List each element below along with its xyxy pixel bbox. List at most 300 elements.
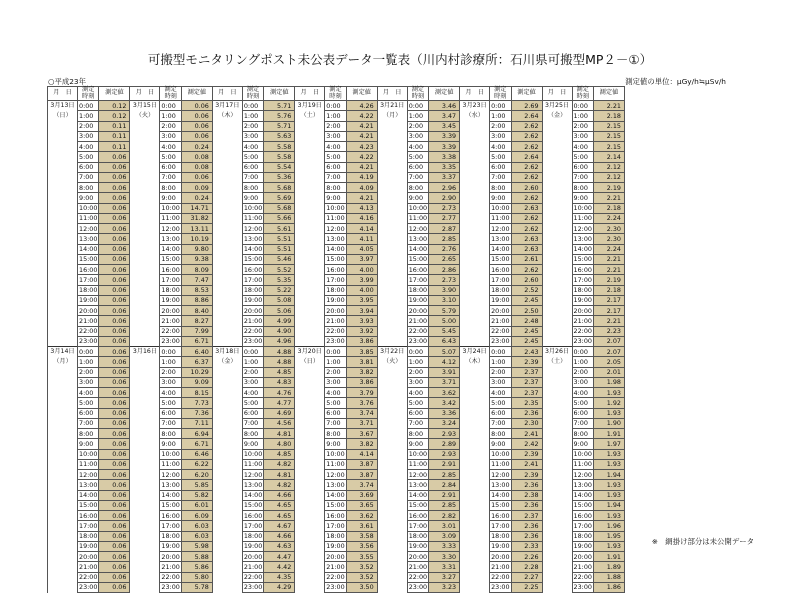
day-cell <box>542 531 572 541</box>
table-row <box>48 203 625 213</box>
value-cell: 3.92 <box>346 326 377 336</box>
day-cell <box>460 439 490 449</box>
day-cell <box>460 131 490 141</box>
day-cell <box>295 449 325 459</box>
day-label: 3月21日 <box>377 101 407 111</box>
day-cell <box>542 572 572 582</box>
value-cell: 8.53 <box>181 285 212 295</box>
value-cell: 5.68 <box>264 203 295 213</box>
time-cell: 0:00 <box>490 347 511 357</box>
day-cell <box>212 193 242 203</box>
day-cell <box>377 213 407 223</box>
time-cell: 3:00 <box>325 131 346 141</box>
time-cell: 11:00 <box>408 460 428 469</box>
day-cell <box>377 224 407 234</box>
time-cell: 9:00 <box>78 439 99 449</box>
time-cell: 12:00 <box>79 224 98 233</box>
time-cell: 12:00 <box>243 470 263 479</box>
day-cell <box>130 582 160 592</box>
time-cell: 13:00 <box>79 480 98 489</box>
day-label: 3月20日 <box>295 347 325 357</box>
value-cell: 0.06 <box>99 234 130 244</box>
time-cell: 20:00 <box>243 552 263 561</box>
day-cell <box>542 511 572 521</box>
day-cell <box>48 183 78 193</box>
time-cell: 23:00 <box>573 337 592 346</box>
time-cell: 21:00 <box>573 562 592 571</box>
day-cell <box>542 234 572 244</box>
value-cell: 2.25 <box>511 582 542 592</box>
value-cell: 2.35 <box>511 398 542 408</box>
day-cell <box>130 388 160 398</box>
day-cell <box>130 511 160 521</box>
table-row <box>48 408 625 418</box>
value-cell: 4.21 <box>346 121 377 131</box>
table-row <box>48 521 625 531</box>
day-cell <box>48 541 78 551</box>
value-cell: 2.07 <box>593 336 624 346</box>
day-cell <box>48 265 78 275</box>
time-cell: 7:00 <box>78 418 99 428</box>
day-cell <box>48 213 78 223</box>
time-cell: 0:00 <box>242 101 263 111</box>
header-date: 月 日 <box>460 87 490 101</box>
day-cell <box>212 254 242 264</box>
day-cell <box>212 439 242 449</box>
value-cell: 3.97 <box>346 254 377 264</box>
value-cell: 3.74 <box>346 408 377 418</box>
day-cell <box>295 552 325 562</box>
value-cell: 4.88 <box>264 357 295 367</box>
day-label: （日） <box>295 357 325 367</box>
day-cell <box>295 541 325 551</box>
value-cell: 2.62 <box>511 121 542 131</box>
time-cell: 15:00 <box>243 255 263 264</box>
day-cell <box>460 224 490 234</box>
time-cell: 1:00 <box>572 111 593 121</box>
time-cell: 6:00 <box>572 408 593 418</box>
day-cell <box>130 572 160 582</box>
time-cell: 19:00 <box>243 542 263 551</box>
time-cell: 12:00 <box>408 470 428 479</box>
value-cell: 5.82 <box>181 490 212 500</box>
day-cell <box>48 429 78 439</box>
day-cell <box>48 459 78 469</box>
value-cell: 3.09 <box>429 531 460 541</box>
day-cell <box>130 541 160 551</box>
value-cell: 2.62 <box>511 213 542 223</box>
time-cell: 4:00 <box>572 142 593 152</box>
day-cell <box>130 552 160 562</box>
value-cell: 5.36 <box>264 172 295 182</box>
time-cell: 11:00 <box>79 214 98 223</box>
day-cell <box>295 265 325 275</box>
value-cell: 4.21 <box>346 162 377 172</box>
value-cell: 4.67 <box>264 521 295 531</box>
value-cell: 1.86 <box>593 582 624 592</box>
time-cell: 5:00 <box>572 152 593 162</box>
table-row <box>48 152 625 162</box>
day-cell <box>48 470 78 480</box>
table-row <box>48 121 625 131</box>
value-cell: 4.09 <box>346 183 377 193</box>
value-cell: 2.41 <box>511 459 542 469</box>
time-cell: 5:00 <box>407 152 428 162</box>
day-cell <box>542 521 572 531</box>
time-cell: 6:00 <box>572 162 593 172</box>
day-label: （水） <box>460 111 490 121</box>
day-cell <box>295 470 325 480</box>
day-cell <box>130 500 160 510</box>
value-cell: 1.93 <box>593 408 624 418</box>
time-cell: 0:00 <box>407 347 428 357</box>
time-cell: 5:00 <box>490 152 511 162</box>
day-cell <box>212 306 242 316</box>
time-cell: 12:00 <box>491 470 510 479</box>
day-label: （月） <box>48 357 78 367</box>
time-cell: 16:00 <box>491 265 510 274</box>
value-cell: 2.45 <box>511 336 542 346</box>
day-cell <box>48 572 78 582</box>
time-cell: 1:00 <box>325 111 346 121</box>
value-cell: 4.81 <box>264 470 295 480</box>
day-cell <box>460 388 490 398</box>
time-cell: 12:00 <box>326 470 345 479</box>
day-cell <box>130 172 160 182</box>
value-cell: 2.64 <box>511 111 542 121</box>
time-cell: 2:00 <box>490 367 511 377</box>
value-cell: 0.06 <box>99 439 130 449</box>
value-cell: 5.07 <box>429 347 460 357</box>
measurement-table <box>47 86 625 593</box>
value-cell: 1.96 <box>593 521 624 531</box>
table-row <box>48 131 625 141</box>
time-cell: 12:00 <box>161 470 180 479</box>
day-cell <box>542 131 572 141</box>
value-cell: 2.42 <box>511 439 542 449</box>
day-cell <box>295 275 325 285</box>
day-cell <box>460 398 490 408</box>
time-cell: 5:00 <box>78 152 99 162</box>
value-cell: 9.80 <box>181 244 212 254</box>
value-cell: 2.91 <box>429 490 460 500</box>
value-cell: 0.06 <box>99 265 130 275</box>
value-cell: 2.77 <box>429 213 460 223</box>
time-cell: 1:00 <box>242 111 263 121</box>
day-cell <box>295 244 325 254</box>
value-cell: 1.92 <box>593 398 624 408</box>
value-cell: 0.06 <box>99 582 130 592</box>
time-cell: 22:00 <box>243 573 263 582</box>
time-cell: 7:00 <box>325 418 346 428</box>
value-cell: 6.94 <box>181 429 212 439</box>
value-cell: 4.26 <box>346 101 377 111</box>
header-time: 測定 時刻 <box>160 87 181 101</box>
time-cell: 1:00 <box>572 357 593 367</box>
value-cell: 2.63 <box>511 244 542 254</box>
time-cell: 21:00 <box>408 562 428 571</box>
value-cell: 3.74 <box>346 480 377 490</box>
header-time: 測定 時刻 <box>490 87 511 101</box>
value-cell: 0.11 <box>99 131 130 141</box>
day-cell <box>460 172 490 182</box>
day-cell <box>212 398 242 408</box>
header-date: 月 日 <box>48 87 78 101</box>
value-cell: 8.09 <box>181 265 212 275</box>
value-cell: 2.21 <box>593 254 624 264</box>
value-cell: 4.42 <box>264 562 295 572</box>
value-cell: 3.52 <box>346 562 377 572</box>
time-cell: 9:00 <box>242 439 263 449</box>
time-cell: 15:00 <box>326 255 345 264</box>
table-row <box>48 357 625 367</box>
day-cell <box>377 131 407 141</box>
time-cell: 1:00 <box>242 357 263 367</box>
time-cell: 8:00 <box>407 429 428 439</box>
time-cell: 7:00 <box>407 172 428 182</box>
value-cell: 0.06 <box>99 470 130 480</box>
day-cell <box>377 183 407 193</box>
day-cell <box>377 552 407 562</box>
day-cell <box>542 552 572 562</box>
time-cell: 16:00 <box>79 265 98 274</box>
time-cell: 9:00 <box>407 439 428 449</box>
value-cell: 3.23 <box>429 582 460 592</box>
day-cell <box>295 511 325 521</box>
value-cell: 6.09 <box>181 511 212 521</box>
value-cell: 2.01 <box>593 367 624 377</box>
day-cell <box>460 183 490 193</box>
time-cell: 21:00 <box>491 562 510 571</box>
day-cell <box>212 316 242 326</box>
day-label: 3月26日 <box>542 347 572 357</box>
time-cell: 0:00 <box>78 347 99 357</box>
time-cell: 18:00 <box>573 532 592 541</box>
value-cell: 4.85 <box>264 449 295 459</box>
day-cell <box>48 193 78 203</box>
day-cell <box>377 500 407 510</box>
time-cell: 20:00 <box>573 306 592 315</box>
time-cell: 6:00 <box>325 408 346 418</box>
time-cell: 8:00 <box>407 183 428 193</box>
day-cell <box>460 152 490 162</box>
day-cell <box>377 142 407 152</box>
day-cell <box>542 306 572 316</box>
value-cell: 3.01 <box>429 521 460 531</box>
day-cell <box>48 234 78 244</box>
value-cell: 4.12 <box>429 357 460 367</box>
value-cell: 2.14 <box>593 152 624 162</box>
value-cell: 0.06 <box>99 203 130 213</box>
value-cell: 5.71 <box>264 121 295 131</box>
time-cell: 15:00 <box>243 501 263 510</box>
day-cell <box>130 326 160 336</box>
time-cell: 4:00 <box>490 142 511 152</box>
day-cell <box>212 152 242 162</box>
time-cell: 3:00 <box>407 131 428 141</box>
time-cell: 6:00 <box>407 408 428 418</box>
time-cell: 13:00 <box>408 234 428 243</box>
value-cell: 4.83 <box>264 377 295 387</box>
value-cell: 2.86 <box>429 265 460 275</box>
day-cell <box>48 244 78 254</box>
day-cell <box>212 388 242 398</box>
time-cell: 14:00 <box>408 245 428 254</box>
value-cell: 3.62 <box>346 511 377 521</box>
day-cell <box>48 398 78 408</box>
day-cell <box>542 418 572 428</box>
time-cell: 15:00 <box>161 501 180 510</box>
time-cell: 14:00 <box>326 491 345 500</box>
value-cell: 0.06 <box>99 224 130 234</box>
day-cell <box>377 316 407 326</box>
day-cell <box>295 388 325 398</box>
day-cell <box>542 490 572 500</box>
time-cell: 12:00 <box>326 224 345 233</box>
value-cell: 2.76 <box>429 244 460 254</box>
value-cell: 0.06 <box>99 193 130 203</box>
day-cell <box>295 295 325 305</box>
time-cell: 18:00 <box>491 532 510 541</box>
value-cell: 4.80 <box>264 439 295 449</box>
value-cell: 7.99 <box>181 326 212 336</box>
time-cell: 23:00 <box>408 337 428 346</box>
value-cell: 0.06 <box>99 183 130 193</box>
time-cell: 8:00 <box>78 183 99 193</box>
value-cell: 0.06 <box>181 131 212 141</box>
value-cell: 1.93 <box>593 459 624 469</box>
day-cell <box>130 213 160 223</box>
value-cell: 3.56 <box>346 541 377 551</box>
time-cell: 14:00 <box>326 245 345 254</box>
day-cell <box>130 429 160 439</box>
value-cell: 0.06 <box>99 172 130 182</box>
time-cell: 19:00 <box>408 542 428 551</box>
value-cell: 2.37 <box>511 388 542 398</box>
value-cell: 0.06 <box>99 285 130 295</box>
value-cell: 8.27 <box>181 316 212 326</box>
time-cell: 0:00 <box>78 101 99 111</box>
day-cell <box>48 521 78 531</box>
day-cell <box>460 480 490 490</box>
time-cell: 19:00 <box>573 296 592 305</box>
day-cell <box>377 398 407 408</box>
value-cell: 5.45 <box>429 326 460 336</box>
header-row <box>48 87 625 101</box>
day-cell <box>48 490 78 500</box>
value-cell: 4.82 <box>264 459 295 469</box>
time-cell: 13:00 <box>408 480 428 489</box>
value-cell: 2.52 <box>511 285 542 295</box>
value-cell: 3.79 <box>346 388 377 398</box>
time-cell: 20:00 <box>326 306 345 315</box>
time-cell: 15:00 <box>326 501 345 510</box>
time-cell: 6:00 <box>325 162 346 172</box>
value-cell: 2.36 <box>511 521 542 531</box>
day-cell <box>377 121 407 131</box>
value-cell: 0.06 <box>99 449 130 459</box>
value-cell: 5.68 <box>264 183 295 193</box>
header-date: 月 日 <box>377 87 407 101</box>
day-label: 3月23日 <box>460 101 490 111</box>
day-cell <box>48 418 78 428</box>
value-cell: 0.12 <box>99 111 130 121</box>
value-cell: 3.67 <box>346 429 377 439</box>
day-cell <box>377 459 407 469</box>
value-cell: 0.06 <box>99 295 130 305</box>
time-cell: 23:00 <box>161 337 180 346</box>
day-cell <box>212 490 242 500</box>
day-cell <box>130 490 160 500</box>
time-cell: 1:00 <box>160 357 181 367</box>
value-cell: 2.30 <box>511 418 542 428</box>
day-cell <box>377 470 407 480</box>
time-cell: 21:00 <box>326 316 345 325</box>
time-cell: 0:00 <box>490 101 511 111</box>
value-cell: 0.12 <box>99 101 130 111</box>
day-cell <box>542 152 572 162</box>
day-cell <box>212 131 242 141</box>
day-cell <box>460 377 490 387</box>
time-cell: 18:00 <box>79 532 98 541</box>
day-cell <box>130 459 160 469</box>
day-cell <box>130 418 160 428</box>
time-cell: 3:00 <box>325 377 346 387</box>
time-cell: 2:00 <box>242 121 263 131</box>
time-cell: 8:00 <box>242 183 263 193</box>
value-cell: 1.95 <box>593 531 624 541</box>
value-cell: 3.38 <box>429 152 460 162</box>
day-cell <box>48 224 78 234</box>
value-cell: 3.46 <box>429 101 460 111</box>
value-cell: 2.21 <box>593 316 624 326</box>
table-row <box>48 490 625 500</box>
day-cell <box>295 531 325 541</box>
value-cell: 4.65 <box>264 511 295 521</box>
time-cell: 20:00 <box>408 306 428 315</box>
day-cell <box>130 183 160 193</box>
day-cell <box>377 521 407 531</box>
time-cell: 14:00 <box>161 491 180 500</box>
day-label: （日） <box>48 111 78 121</box>
day-cell <box>295 213 325 223</box>
time-cell: 19:00 <box>243 296 263 305</box>
value-cell: 2.36 <box>511 500 542 510</box>
day-label: （火） <box>130 111 160 121</box>
day-cell <box>212 183 242 193</box>
time-cell: 11:00 <box>491 460 510 469</box>
value-cell: 2.36 <box>511 480 542 490</box>
value-cell: 8.40 <box>181 306 212 316</box>
value-cell: 6.37 <box>181 357 212 367</box>
table-row <box>48 162 625 172</box>
day-cell <box>212 470 242 480</box>
day-cell <box>130 224 160 234</box>
value-cell: 3.31 <box>429 562 460 572</box>
day-cell <box>295 336 325 346</box>
day-cell <box>212 213 242 223</box>
value-cell: 2.07 <box>593 347 624 357</box>
day-cell <box>542 193 572 203</box>
time-cell: 17:00 <box>326 275 345 284</box>
time-cell: 12:00 <box>491 224 510 233</box>
time-cell: 8:00 <box>325 183 346 193</box>
value-cell: 3.42 <box>429 398 460 408</box>
time-cell: 18:00 <box>408 532 428 541</box>
time-cell: 9:00 <box>78 193 99 203</box>
value-cell: 3.24 <box>429 418 460 428</box>
time-cell: 5:00 <box>490 398 511 408</box>
